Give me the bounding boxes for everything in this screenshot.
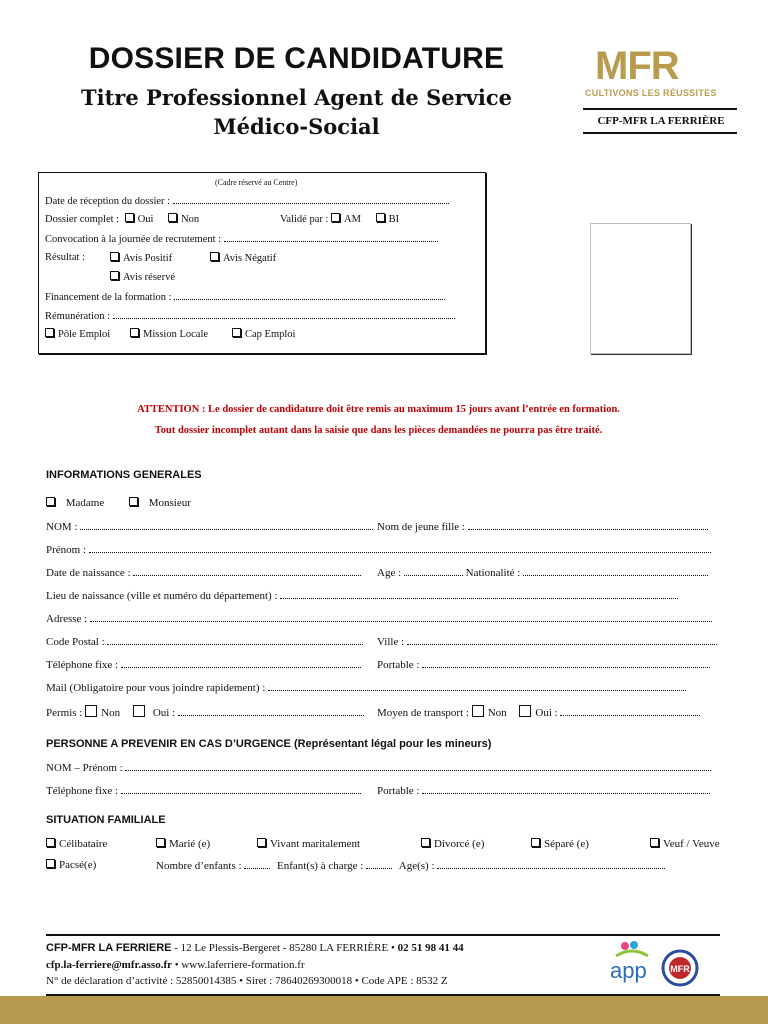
pacse-label: Pacsé(e) bbox=[59, 859, 97, 871]
portable-row bbox=[377, 658, 710, 671]
avis-reserve-label: Avis réservé bbox=[123, 272, 175, 283]
nb-enfants-label: Nombre d’enfants : bbox=[156, 860, 242, 872]
ville-field[interactable] bbox=[407, 635, 717, 645]
prenom-field[interactable] bbox=[89, 543, 711, 553]
portable-field[interactable] bbox=[422, 658, 710, 668]
urgence-telephone-field[interactable] bbox=[121, 784, 361, 794]
avis-positif-option bbox=[110, 252, 172, 264]
urgence-nom-field[interactable] bbox=[125, 761, 711, 771]
prenom-label: Prénom : bbox=[46, 544, 87, 556]
mission-locale-label: Mission Locale bbox=[143, 329, 209, 340]
financement-label: Financement de la formation : bbox=[45, 292, 172, 303]
civilite-row bbox=[46, 497, 191, 509]
convocation-row bbox=[45, 232, 438, 245]
urgence-nom-label: NOM – Prénom : bbox=[46, 762, 123, 774]
permis-oui-checkbox[interactable] bbox=[133, 705, 145, 717]
date-naissance-row bbox=[46, 566, 361, 579]
telephone-row bbox=[46, 658, 361, 671]
ages-field[interactable] bbox=[437, 859, 665, 869]
footer-declaration: N° de déclaration d’activité : 52850014385 • Siret : 78640269300018 • Code APE : 8532 Z bbox=[46, 975, 448, 987]
photo-box bbox=[590, 223, 691, 354]
valide-bi-checkbox[interactable] bbox=[376, 213, 385, 222]
dossier-complet-label: Dossier complet : bbox=[45, 214, 120, 225]
nationalite-label: Nationalité : bbox=[465, 567, 521, 579]
famille-heading: SITUATION FAMILIALE bbox=[46, 814, 166, 826]
reserved-box bbox=[38, 172, 486, 354]
lieu-naissance-field[interactable] bbox=[280, 589, 678, 599]
celibataire-option bbox=[46, 838, 107, 850]
transport-field[interactable] bbox=[560, 706, 700, 716]
valide-am-checkbox[interactable] bbox=[331, 213, 340, 222]
date-reception-row bbox=[45, 194, 449, 207]
telephone-label: Téléphone fixe : bbox=[46, 659, 119, 671]
dossier-oui-checkbox[interactable] bbox=[125, 213, 134, 222]
madame-checkbox[interactable] bbox=[46, 497, 55, 506]
dossier-non-checkbox[interactable] bbox=[168, 213, 177, 222]
pole-emploi-option bbox=[45, 328, 110, 340]
logo-divider-2 bbox=[583, 132, 737, 134]
pacse-checkbox[interactable] bbox=[46, 859, 55, 868]
page-title: DOSSIER DE CANDIDATURE bbox=[88, 42, 505, 75]
portable-label: Portable : bbox=[377, 659, 420, 671]
nationalite-field[interactable] bbox=[523, 566, 708, 576]
monsieur-label: Monsieur bbox=[148, 497, 191, 509]
financement-field[interactable] bbox=[174, 290, 445, 300]
nb-enfants-field[interactable] bbox=[244, 859, 270, 869]
footer-email[interactable]: cfp.la-ferriere@mfr.asso.fr bbox=[46, 959, 172, 971]
transport-oui-checkbox[interactable] bbox=[519, 705, 531, 717]
cap-emploi-checkbox[interactable] bbox=[232, 328, 241, 337]
logo-center-name: CFP-MFR LA FERRIÈRE bbox=[597, 115, 725, 127]
dossier-complet-row bbox=[45, 213, 199, 225]
marie-checkbox[interactable] bbox=[156, 838, 165, 847]
page-subtitle-2: Médico-Social bbox=[213, 114, 380, 139]
divorce-option bbox=[421, 838, 484, 850]
permis-non-label: Non bbox=[101, 707, 121, 719]
permis-field[interactable] bbox=[178, 706, 364, 716]
veuf-label: Veuf / Veuve bbox=[663, 838, 720, 850]
adresse-field[interactable] bbox=[90, 612, 712, 622]
info-heading: INFORMATIONS GENERALES bbox=[46, 469, 202, 481]
remuneration-field[interactable] bbox=[113, 309, 455, 319]
divorce-checkbox[interactable] bbox=[421, 838, 430, 847]
marie-option bbox=[156, 838, 210, 850]
nom-row bbox=[46, 520, 373, 533]
monsieur-checkbox[interactable] bbox=[129, 497, 138, 506]
financement-row bbox=[45, 290, 445, 303]
pole-emploi-label: Pôle Emploi bbox=[58, 329, 111, 340]
lieu-naissance-row bbox=[46, 589, 678, 602]
urgence-telephone-row bbox=[46, 784, 361, 797]
footer-gold-band bbox=[0, 996, 768, 1024]
dossier-oui-label: Oui bbox=[137, 214, 154, 225]
adresse-label: Adresse : bbox=[46, 613, 88, 625]
mfr-badge-icon bbox=[660, 948, 700, 988]
valide-par-row bbox=[280, 213, 399, 225]
mail-label: Mail (Obligatoire pour vous joindre rapidement) : bbox=[46, 682, 266, 694]
celibataire-label: Célibataire bbox=[59, 838, 108, 850]
dossier-non-label: Non bbox=[181, 214, 200, 225]
code-postal-label: Code Postal : bbox=[46, 636, 105, 648]
attention-line-1: ATTENTION : Le dossier de candidature doit être remis au maximum 15 jours avant l’entrée en formation. bbox=[137, 404, 620, 415]
footer-name: CFP-MFR LA FERRIERE bbox=[46, 942, 172, 954]
logo-divider bbox=[583, 108, 737, 110]
convocation-label: Convocation à la journée de recrutement : bbox=[45, 234, 222, 245]
valide-par-label: Validé par : bbox=[280, 214, 329, 225]
transport-non-checkbox[interactable] bbox=[472, 705, 484, 717]
nom-jeune-fille-field[interactable] bbox=[468, 520, 708, 530]
avis-reserve-checkbox[interactable] bbox=[110, 271, 119, 280]
age-field[interactable] bbox=[404, 566, 463, 576]
footer-website[interactable]: • www.laferriere-formation.fr bbox=[171, 959, 305, 971]
enfants-charge-field[interactable] bbox=[366, 859, 392, 869]
date-reception-field[interactable] bbox=[173, 194, 449, 204]
vivant-checkbox[interactable] bbox=[257, 838, 266, 847]
avis-negatif-label: Avis Négatif bbox=[223, 253, 277, 264]
marie-label: Marié (e) bbox=[169, 838, 211, 850]
urgence-portable-field[interactable] bbox=[422, 784, 710, 794]
reserved-box-heading: (Cadre réservé au Centre) bbox=[215, 178, 298, 187]
adresse-row bbox=[46, 612, 712, 625]
mfr-logo bbox=[583, 46, 739, 134]
transport-label: Moyen de transport : bbox=[377, 707, 469, 719]
transport-non-label: Non bbox=[487, 707, 507, 719]
ages-label: Age(s) : bbox=[398, 860, 435, 872]
footer-phone: 02 51 98 41 44 bbox=[397, 942, 464, 954]
mail-field[interactable] bbox=[268, 681, 686, 691]
enfants-row bbox=[156, 859, 665, 872]
footer-address: - 12 Le Plessis-Bergeret - 85280 LA FERRIÈRE • bbox=[171, 942, 398, 954]
logo-mfr-text: MFR bbox=[595, 44, 679, 88]
convocation-field[interactable] bbox=[224, 232, 438, 242]
transport-row bbox=[377, 705, 700, 719]
prenom-row bbox=[46, 543, 711, 556]
date-naissance-label: Date de naissance : bbox=[46, 567, 131, 579]
ville-row bbox=[377, 635, 717, 648]
page-subtitle: Titre Professionnel Agent de Service bbox=[80, 85, 512, 110]
separe-option bbox=[531, 838, 589, 850]
footer-divider bbox=[46, 934, 720, 936]
vivant-label: Vivant maritalement bbox=[270, 838, 361, 850]
urgence-heading: PERSONNE A PREVENIR EN CAS D’URGENCE (Représentant légal pour les mineurs) bbox=[46, 738, 492, 750]
avis-negatif-checkbox[interactable] bbox=[210, 252, 219, 261]
urgence-telephone-label: Téléphone fixe : bbox=[46, 785, 119, 797]
telephone-field[interactable] bbox=[121, 658, 361, 668]
remuneration-row bbox=[45, 309, 455, 322]
urgence-portable-row bbox=[377, 784, 710, 797]
age-label: Age : bbox=[377, 567, 402, 579]
celibataire-checkbox[interactable] bbox=[46, 838, 55, 847]
mission-locale-checkbox[interactable] bbox=[130, 328, 139, 337]
mfr-badge-text: MFR bbox=[670, 964, 690, 974]
vivant-option bbox=[257, 838, 360, 850]
enfants-charge-label: Enfant(s) à charge : bbox=[277, 860, 364, 872]
pole-emploi-checkbox[interactable] bbox=[45, 328, 54, 337]
permis-non-checkbox[interactable] bbox=[85, 705, 97, 717]
mail-row bbox=[46, 681, 686, 694]
valide-bi-label: BI bbox=[388, 214, 400, 225]
separe-checkbox[interactable] bbox=[531, 838, 540, 847]
avis-negatif-option bbox=[210, 252, 276, 264]
urgence-portable-label: Portable : bbox=[377, 785, 420, 797]
valide-am-label: AM bbox=[344, 214, 361, 225]
nom-jeune-fille-label: Nom de jeune fille : bbox=[377, 521, 465, 533]
nom-field[interactable] bbox=[80, 520, 373, 530]
nom-label: NOM : bbox=[46, 521, 78, 533]
madame-label: Madame bbox=[65, 497, 105, 509]
date-naissance-field[interactable] bbox=[133, 566, 361, 576]
code-postal-row bbox=[46, 635, 363, 648]
remuneration-label: Rémunération : bbox=[45, 311, 111, 322]
urgence-nom-row bbox=[46, 761, 711, 774]
mission-locale-option bbox=[130, 328, 208, 340]
date-reception-label: Date de réception du dossier : bbox=[45, 196, 171, 207]
ville-label: Ville : bbox=[377, 636, 405, 648]
nom-jeune-fille-row bbox=[377, 520, 708, 533]
avis-reserve-option bbox=[110, 271, 175, 283]
divorce-label: Divorcé (e) bbox=[434, 838, 485, 850]
attention-line-2: Tout dossier incomplet autant dans la saisie que dans les pièces demandées ne pourra pas être traité. bbox=[154, 425, 603, 436]
transport-oui-label: Oui : bbox=[535, 707, 558, 719]
cap-emploi-label: Cap Emploi bbox=[245, 329, 296, 340]
mfr-badge bbox=[660, 948, 700, 988]
code-postal-field[interactable] bbox=[107, 635, 363, 645]
permis-label: Permis : bbox=[46, 707, 83, 719]
resultat-label: Résultat : bbox=[45, 252, 85, 263]
app-logo-text: app bbox=[610, 958, 647, 983]
footer-address-line bbox=[46, 942, 464, 954]
lieu-naissance-label: Lieu de naissance (ville et numéro du département) : bbox=[46, 590, 278, 602]
separe-label: Séparé (e) bbox=[544, 838, 589, 850]
veuf-option bbox=[650, 838, 720, 850]
cap-emploi-option bbox=[232, 328, 295, 340]
veuf-checkbox[interactable] bbox=[650, 838, 659, 847]
age-row bbox=[377, 566, 708, 579]
logo-tagline: CULTIVONS LES RÉUSSITES bbox=[585, 88, 717, 98]
footer-contact-line bbox=[46, 959, 305, 971]
permis-row bbox=[46, 705, 364, 719]
app-logo-icon bbox=[608, 940, 656, 992]
permis-oui-label: Oui : bbox=[152, 707, 176, 719]
avis-positif-label: Avis Positif bbox=[123, 253, 173, 264]
pacse-option bbox=[46, 859, 96, 871]
avis-positif-checkbox[interactable] bbox=[110, 252, 119, 261]
app-logo bbox=[608, 940, 656, 992]
